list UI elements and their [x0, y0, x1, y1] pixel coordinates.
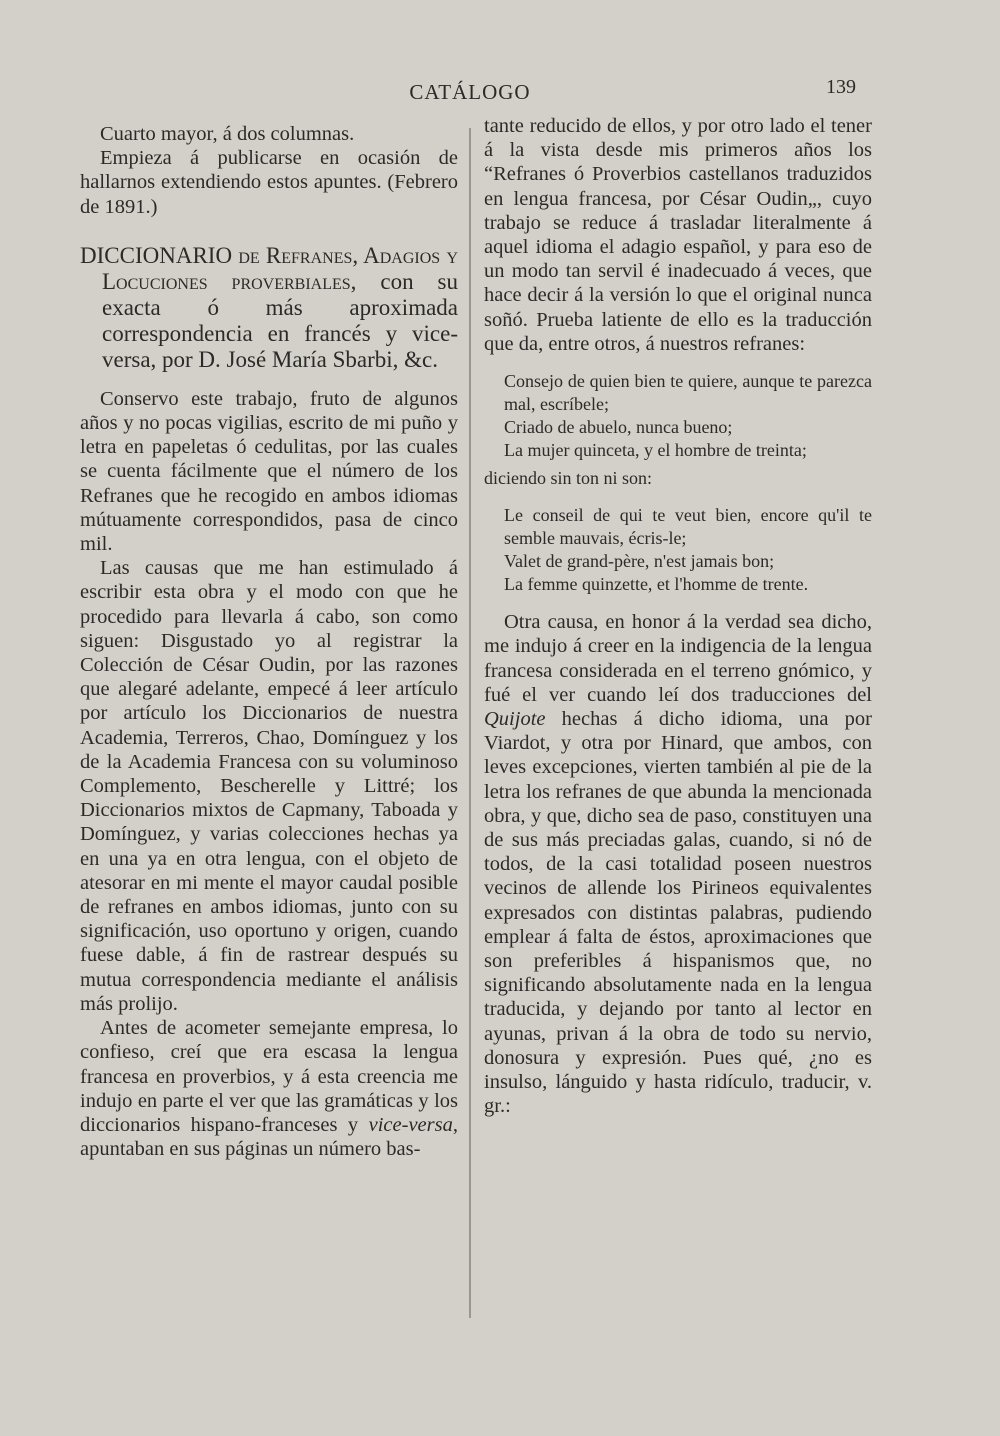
text-run: Antes de acometer semejante empresa, lo confieso, creí que era escasa la lengua francesa en proverbios, y á esta creencia me indujo en parte el ver que las gramáticas y los diccionarios hispano-franceses y	[80, 1017, 458, 1136]
italic-text: Quijote	[484, 708, 546, 731]
paragraph	[80, 1016, 458, 1161]
transition-line: diciendo sin ton ni son:	[484, 468, 652, 489]
paragraph: Las causas que me han estimulado á escribir esta obra y el modo con que he procedido para llevarla á cabo, son como siguen: Disgustado yo al registrar la Colección de César Oudin, por las razones que alegaré adelante, empecé á leer artículo por artículo los Diccionarios de nuestra Academia, Terreros, Chao, Domínguez y los de la Academia Francesa con su voluminoso Complemento, Bescherelle y Littré; los Diccionarios mixtos de Capmany, Taboada y Domínguez, y varias colecciones hechas ya en una ya en otra lengua, con el objeto de atesorar en mi mente el mayor caudal posible de refranes en ambos idiomas, junto con su significación, uso oportuno y origen, cuando fuese dable, á fin de rastrear después su mutua correspondencia mediante el análisis más prolijo.	[80, 557, 458, 1015]
proverb-line: Consejo de quien bien te quiere, aunque te parezca mal, escríbele;	[504, 371, 872, 415]
proverb-line: La mujer quinceta, y el hombre de treinta;	[504, 440, 807, 461]
text-run: hechas á dicho idioma, una por Viardot, y otra por Hinard, que ambos, con leves excepciones, vierten también al pie de la letra los refranes de que abunda la mencionada obra, y que, dicho sea de paso, constituyen una de sus más preciadas galas, cuando, si nó de todos, de la casi totalidad poseen nuestros vecinos de allende los Pirineos equivalentes expresados con distintas palabras, pudiendo emplear á falta de éstos, aproximaciones que son preferibles á hispanismos que, no significando absolutamente nada en la lengua traducida, y dejando por tanto al lector en ayunas, privan á la obra de todo su nervio, donosura y expresión. Pues qué, ¿no es insulso, lánguido y hasta ridículo, traducir, v. gr.:	[484, 708, 872, 1118]
entry-title: DICCIONARIO	[80, 242, 233, 268]
page-number: 139	[826, 76, 856, 98]
entry-title-rest: con su exacta ó más aproximada correspondencia en francés y vice-versa, por D. José María Sbarbi, &c.	[102, 268, 458, 372]
paragraph: Cuarto mayor, á dos columnas.	[100, 123, 355, 145]
spanish-proverbs	[484, 370, 872, 462]
italic-text: vice-versa	[368, 1113, 453, 1136]
entry-title-smallcaps: de Refranes, Adagios y Locuciones proverbiales,	[102, 242, 458, 294]
proverb-line: La femme quinzette, et l'homme de trente.	[504, 574, 809, 595]
running-header: CATÁLOGO	[409, 80, 531, 104]
catalog-entry-heading	[80, 243, 458, 373]
paragraph: Conservo este trabajo, fruto de algunos años y no pocas vigilias, escrito de mi puño y letra en papeletas ó cedulitas, por las cuales se cuenta fácilmente que el número de los Refranes que he recogido en ambos idiomas mútuamente correspondidos, pasa de cinco mil.	[80, 387, 458, 556]
column-divider	[469, 128, 471, 1318]
paragraph	[484, 610, 872, 1118]
text-run: Otra causa, en honor á la verdad sea dicho, me indujo á creer en la indigencia de la lengua francesa considerada en el terreno gnómico, y fué el ver cuando leí dos traducciones del	[484, 611, 872, 706]
proverb-line: Valet de grand-père, n'est jamais bon;	[504, 551, 775, 572]
proverb-line: Criado de abuelo, nunca bueno;	[504, 417, 733, 438]
french-proverbs	[484, 504, 872, 596]
paragraph: Empieza á publicarse en ocasión de hallarnos extendiendo estos apuntes. (Febrero de 1891.)	[80, 147, 458, 218]
proverb-line: Le conseil de qui te veut bien, encore qu'il te semble mauvais, écris-le;	[504, 505, 872, 549]
left-column	[80, 122, 458, 1161]
paragraph: tante reducido de ellos, y por otro lado el tener á la vista desde mis primeros años los “Refranes ó Proverbios castellanos traduzidos en lengua francesa, por César Oudin„, cuyo trabajo se reduce á trasladar literalmente á aquel idioma el adagio español, y para eso de un modo tan servil é inadecuado á veces, que hace decir á la versión lo que el original nunca soñó. Prueba latiente de ello es la traducción que da, entre otros, á nuestros refranes:	[484, 115, 872, 355]
right-column	[484, 114, 872, 1119]
text-run: , apuntaban en sus páginas un número bas-	[80, 1113, 458, 1161]
